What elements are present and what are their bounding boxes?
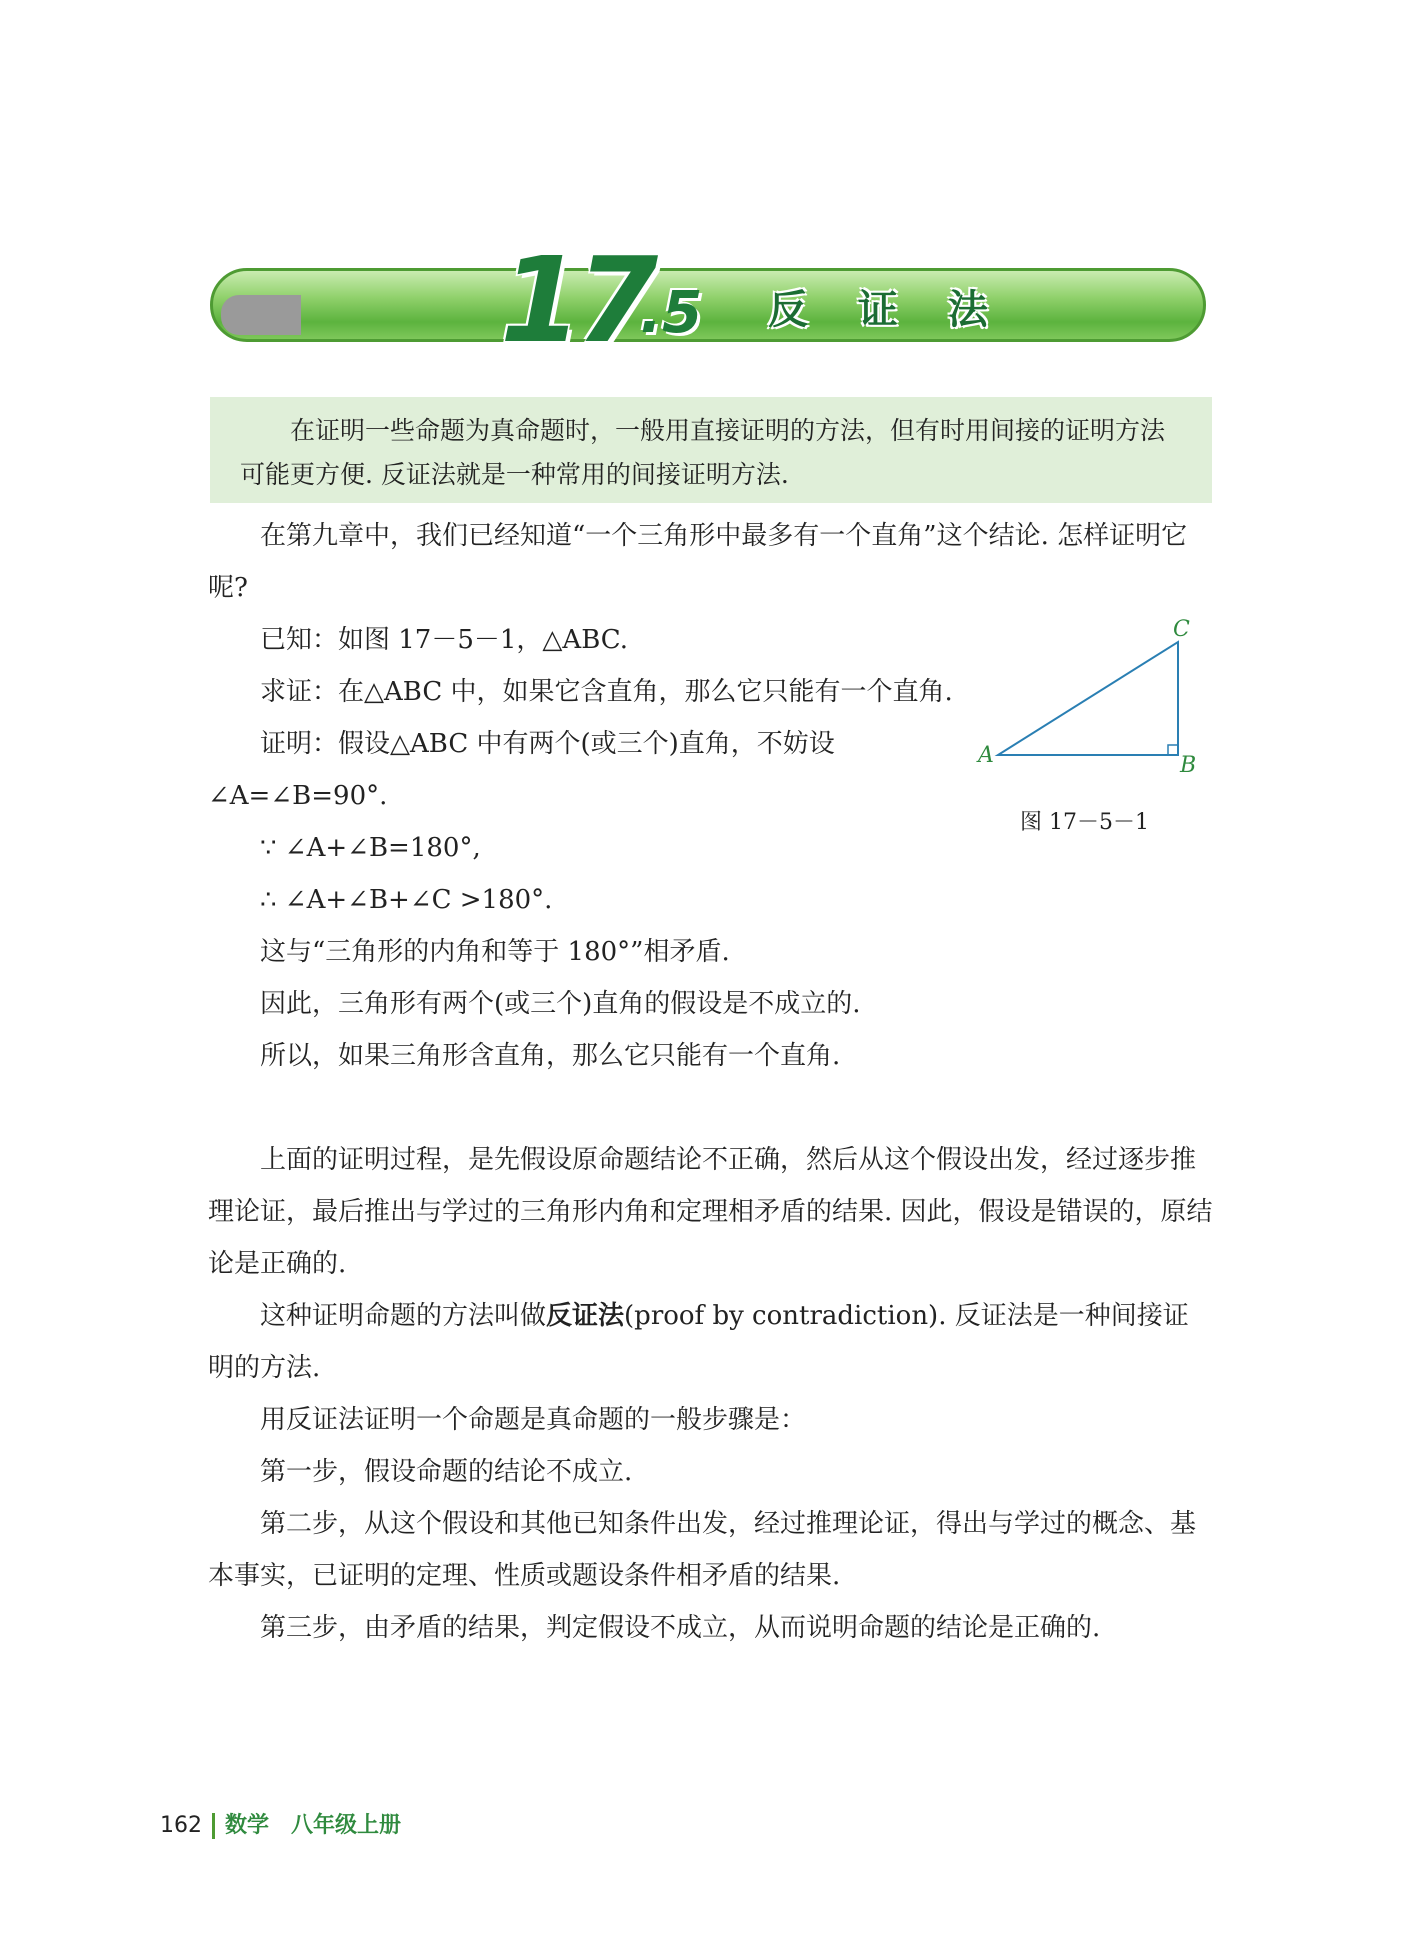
paragraph-definition: [208, 1290, 1214, 1394]
right-angle-mark: [1168, 745, 1178, 755]
proof-step: ∵ ∠A+∠B=180°,: [260, 833, 481, 863]
intro-box: [210, 397, 1212, 503]
figure-caption: 图 17－5－1: [1020, 810, 1149, 835]
page-footer: [160, 1808, 401, 1844]
step-two: 第二步，从这个假设和其他已知条件出发，经过推理论证，得出与学过的概念、基本事实，已证明的定理、性质或题设条件相矛盾的结果.: [208, 1509, 1197, 1591]
footer-divider: [212, 1813, 215, 1839]
paragraph: 在第九章中，我们已经知道“一个三角形中最多有一个直角”这个结论. 怎样证明它呢?: [208, 521, 1188, 603]
step-three: 第三步，由矛盾的结果，判定假设不成立，从而说明命题的结论是正确的.: [260, 1613, 1101, 1643]
section-number: .5: [640, 278, 703, 346]
section-title: 反 证 法: [768, 287, 1006, 333]
intro-text: 在证明一些命题为真命题时，一般用直接证明的方法，但有时用间接的证明方法可能更方便. 反证法就是一种常用的间接证明方法.: [240, 416, 1166, 489]
grade-label: 八年级上册: [291, 1813, 402, 1838]
key-term: 反证法: [546, 1301, 625, 1331]
given-statement: 已知：如图 17－5－1，△ABC.: [260, 625, 629, 655]
chapter-number: 17: [500, 231, 653, 369]
vertex-label-c: C: [1173, 617, 1190, 642]
definition-text: 这种证明命题的方法叫做: [260, 1301, 547, 1331]
vertex-label-b: B: [1180, 753, 1197, 778]
section-banner: [210, 268, 1206, 342]
proof-statement: 证明：假设△ABC 中有两个(或三个)直角，不妨设∠A=∠B=90°.: [208, 729, 835, 811]
page-number: 162: [160, 1813, 202, 1838]
banner-accent: [221, 295, 301, 335]
step-one: 第一步，假设命题的结论不成立.: [260, 1457, 633, 1487]
proof-conclusion: 所以，如果三角形含直角，那么它只能有一个直角.: [260, 1041, 841, 1071]
definition-text: (proof by contradiction). 反证法是一种间接证明的方法.: [208, 1301, 1189, 1383]
triangle-abc: [998, 642, 1178, 755]
paragraph: 上面的证明过程，是先假设原命题结论不正确，然后从这个假设出发，经过逐步推理论证，最后推出与学过的三角形内角和定理相矛盾的结果. 因此，假设是错误的，原结论是正确的.: [208, 1145, 1213, 1279]
paragraph: 用反证法证明一个命题是真命题的一般步骤是：: [260, 1405, 807, 1435]
prove-statement: 求证：在△ABC 中，如果它含直角，那么它只能有一个直角.: [260, 677, 953, 707]
vertex-label-a: A: [978, 743, 994, 768]
subject-label: 数学: [225, 1813, 270, 1838]
proof-step: 这与“三角形的内角和等于 180°”相矛盾.: [260, 937, 730, 967]
proof-step: 因此，三角形有两个(或三个)直角的假设是不成立的.: [260, 989, 861, 1019]
proof-step: ∴ ∠A+∠B+∠C >180°.: [260, 885, 553, 915]
